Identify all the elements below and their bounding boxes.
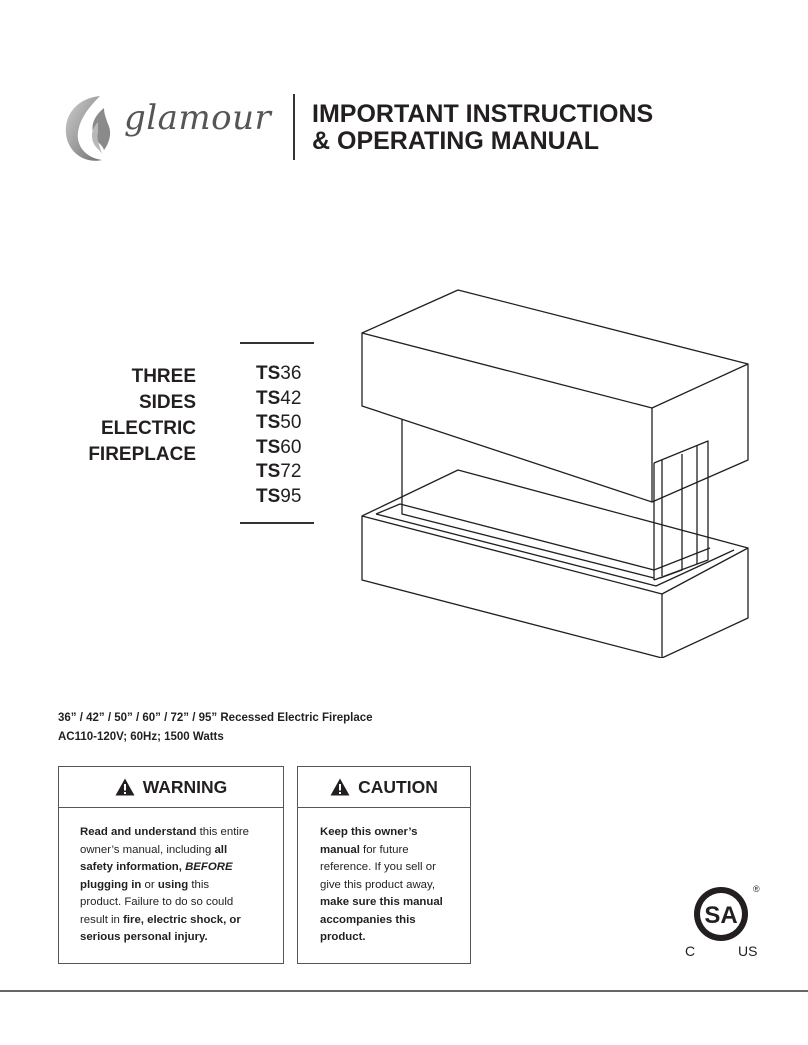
notice-text-segment: this [188,878,210,891]
model-number: TS60 [256,436,302,458]
notice-text-segment: BEFORE [185,861,233,873]
product-type-line: THREE [131,366,196,387]
csa-mark-letters: SA [704,902,738,929]
csa-country-us: US [738,943,758,958]
document-title-line-2: & OPERATING MANUAL [312,127,600,155]
notice-text-segment: or [141,878,158,891]
notice-text-segment: make sure this manual [320,896,443,908]
model-number: TS42 [256,387,302,409]
product-type-line: ELECTRIC [101,418,196,439]
notice-text-segment: fire, electric shock, or [123,913,241,926]
fireplace-illustration [350,288,760,658]
notice-line [80,877,283,895]
product-type-line: SIDES [138,392,196,413]
csa-country-c: C [685,943,696,958]
registered-mark: ® [753,884,760,894]
notice-text-segment: manual [320,843,360,856]
notice-text-segment: safety information, [80,861,186,873]
notice-line [80,859,283,877]
caution-box [297,766,471,964]
notice-text-segment: serious personal injury. [80,931,208,943]
notice-text-segment: Read and understand [80,826,197,838]
notice-text-segment: all [214,843,228,856]
notice-text-segment: reference. If you sell or [320,861,436,873]
brand-wordmark: glamour [124,98,272,138]
product-type [88,364,196,468]
notice-line [80,894,283,912]
notice-text-segment: plugging in [80,878,142,891]
brand-logo [60,88,300,168]
notice-line [80,842,283,860]
models-top-rule [240,342,314,344]
notice-text-segment: Keep this owner’s [320,826,418,838]
product-type-line: FIREPLACE [88,444,196,465]
header-divider [293,94,295,160]
notice-line [80,912,283,930]
model-list [256,362,301,509]
notice-line [80,824,283,842]
notice-line [320,912,470,930]
notice-text-segment: product. [320,931,366,943]
notice-text-segment: product. Failure to do so could [80,896,234,908]
notice-line [320,842,470,860]
models-bottom-rule [240,522,314,524]
model-number: TS72 [256,461,302,482]
document-title [312,101,653,155]
model-number: TS36 [256,363,302,384]
notice-text-segment: result in [80,913,124,926]
notice-line [320,877,470,895]
warning-box [58,766,284,964]
product-specifications [58,709,373,747]
notice-line [320,894,470,912]
spec-electrical: AC110-120V; 60Hz; 1500 Watts [58,731,224,743]
notice-text-segment: give this product away, [320,878,436,891]
spec-sizes: 36” / 42” / 50” / 60” / 72” / 95” Recessed Electric Fireplace [58,712,373,724]
document-title-line-1: IMPORTANT INSTRUCTIONS [312,100,654,128]
notice-line [320,859,470,877]
notice-text-segment: accompanies this [320,913,416,926]
notice-text-segment: owner’s manual, including [80,843,215,856]
caution-text [298,808,470,947]
notice-line [80,929,283,947]
warning-text [59,808,283,947]
caution-heading: CAUTION [358,776,438,797]
notice-line [320,824,470,842]
caution-header [298,767,470,808]
notice-line [320,929,470,947]
warning-header [59,767,283,808]
warning-heading: WARNING [142,776,228,797]
notice-text-segment: for future [359,843,409,856]
caution-triangle-icon [330,778,350,796]
csa-certification-icon [683,874,763,958]
model-number: TS95 [256,485,302,507]
footer-rule [0,990,808,992]
model-number: TS50 [256,412,302,433]
notice-text-segment: this entire [196,826,250,838]
notice-text-segment: using [157,878,189,891]
warning-triangle-icon [115,778,135,796]
flame-logo-icon [60,88,122,168]
